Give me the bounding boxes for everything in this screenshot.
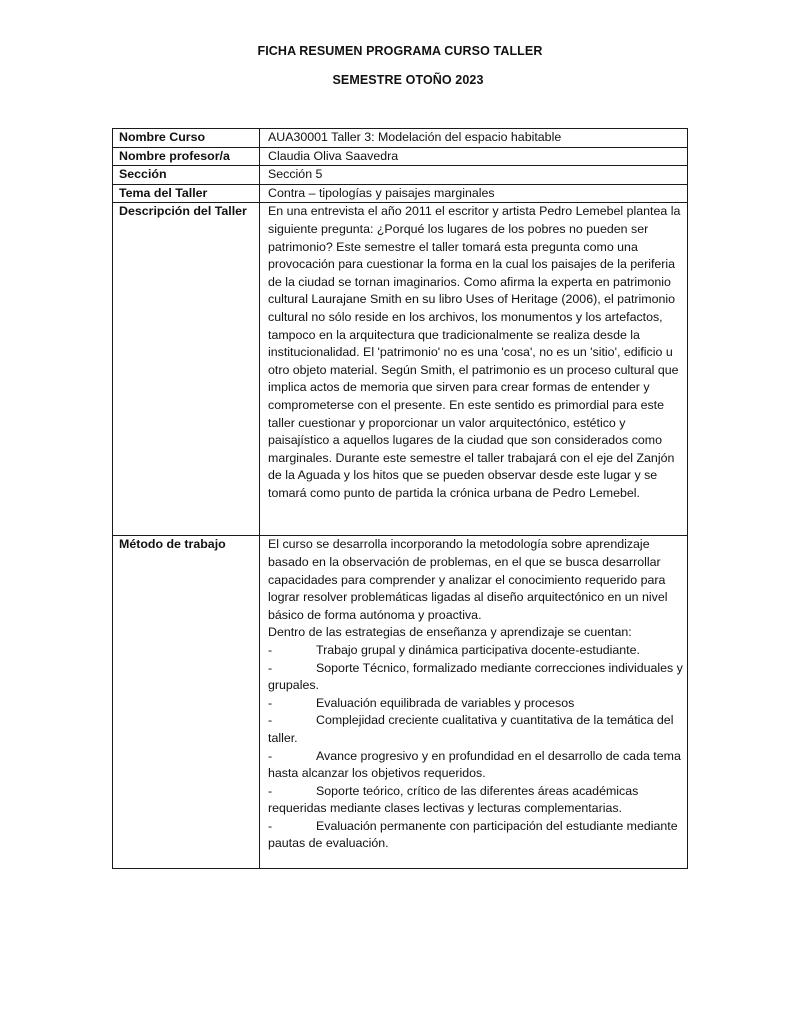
- label-metodo-trabajo: Método de trabajo: [113, 536, 260, 869]
- list-item-text: Evaluación permanente con participación del estudiante mediante pautas de evaluación.: [268, 818, 678, 851]
- value-tema-taller: Contra – tipologías y paisajes marginales: [260, 184, 688, 203]
- semester-title: SEMESTRE OTOÑO 2023: [332, 73, 484, 87]
- table-row-profesor: [113, 147, 688, 166]
- bullet-dash: -: [268, 818, 273, 833]
- value-nombre-profesor: Claudia Oliva Saavedra: [260, 147, 688, 166]
- list-item: [268, 660, 683, 695]
- table-row-curso: [113, 129, 688, 148]
- metodo-strategies-intro: Dentro de las estrategias de enseñanza y aprendizaje se cuentan:: [268, 625, 632, 640]
- list-item: [268, 712, 683, 747]
- table-row-metodo: [113, 536, 688, 869]
- value-nombre-curso: AUA30001 Taller 3: Modelación del espacio habitable: [260, 129, 688, 148]
- label-tema-taller: Tema del Taller: [113, 184, 260, 203]
- list-item: [268, 748, 683, 783]
- bullet-dash: -: [268, 695, 273, 710]
- value-seccion: Sección 5: [260, 166, 688, 185]
- list-item-text: Soporte teórico, crítico de las diferentes áreas académicas requeridas mediante clases lectivas y lecturas complementarias.: [268, 783, 639, 816]
- label-nombre-profesor: Nombre profesor/a: [113, 147, 260, 166]
- label-seccion: Sección: [113, 166, 260, 185]
- document-title: FICHA RESUMEN PROGRAMA CURSO TALLER: [257, 44, 543, 58]
- list-item-text: Trabajo grupal y dinámica participativa docente-estudiante.: [316, 642, 640, 657]
- course-summary-table: [112, 128, 688, 869]
- list-item: [268, 695, 683, 713]
- bullet-dash: -: [268, 713, 273, 728]
- list-item: [268, 783, 683, 818]
- list-item-text: Soporte Técnico, formalizado mediante correcciones individuales y grupales.: [268, 660, 683, 693]
- table-row-tema: [113, 184, 688, 203]
- bullet-dash: -: [268, 660, 273, 675]
- metodo-intro: El curso se desarrolla incorporando la metodología sobre aprendizaje basado en la observación de problemas, en el que se busca desarrollar capacidades para comprender y analizar el conocimiento requerido para lograr resolver problemáticas ligadas al diseño arquitectónico en un nivel básico de forma autónoma y proactiva.: [268, 537, 668, 622]
- list-item: [268, 642, 683, 660]
- label-descripcion-taller: Descripción del Taller: [113, 203, 260, 536]
- bullet-dash: -: [268, 642, 273, 657]
- list-item-text: Evaluación equilibrada de variables y procesos: [316, 695, 575, 710]
- list-item: [268, 818, 683, 853]
- bullet-dash: -: [268, 748, 273, 763]
- bullet-dash: -: [268, 783, 273, 798]
- list-item-text: Avance progresivo y en profundidad en el desarrollo de cada tema hasta alcanzar los objetivos requeridos.: [268, 748, 681, 781]
- table-row-descripcion: [113, 203, 688, 536]
- value-descripcion-taller: En una entrevista el año 2011 el escritor y artista Pedro Lemebel plantea la siguiente pregunta: ¿Porqué los lugares de los pobres no pueden ser patrimonio? Este semestre el taller tomará esta pregunta como una provocación para cuestionar la forma en la cual los paisajes de la periferia de la ciudad se tornan imaginarios. Como afirma la experta en patrimonio cultural Laurajane Smith en su libro Uses of Heritage (2006), el patrimonio cultural no sólo reside en los archivos, los monumentos y los artefactos, tampoco en la arquitectura que tradicionalmente se realiza desde la institucionalidad. El 'patrimonio' no es una 'cosa', no es un 'sitio', edificio u otro objeto material. Según Smith, el patrimonio es un proceso cultural que implica actos de memoria que sirven para crear formas de entender y comprometerse con el presente. En este sentido es primordial para este taller cuestionar y proporcionar un valor arquitectónico, estético y paisajístico a aquellos lugares de la ciudad que son considerados como marginales. Durante este semestre el taller trabajará con el eje del Zanjón de la Aguada y los hitos que se pueden observar desde este lugar y se tomará como punto de partida la crónica urbana de Pedro Lemebel.: [268, 204, 681, 500]
- table-row-seccion: [113, 166, 688, 185]
- list-item-text: Complejidad creciente cualitativa y cuantitativa de la temática del taller.: [268, 713, 674, 745]
- label-nombre-curso: Nombre Curso: [113, 129, 260, 148]
